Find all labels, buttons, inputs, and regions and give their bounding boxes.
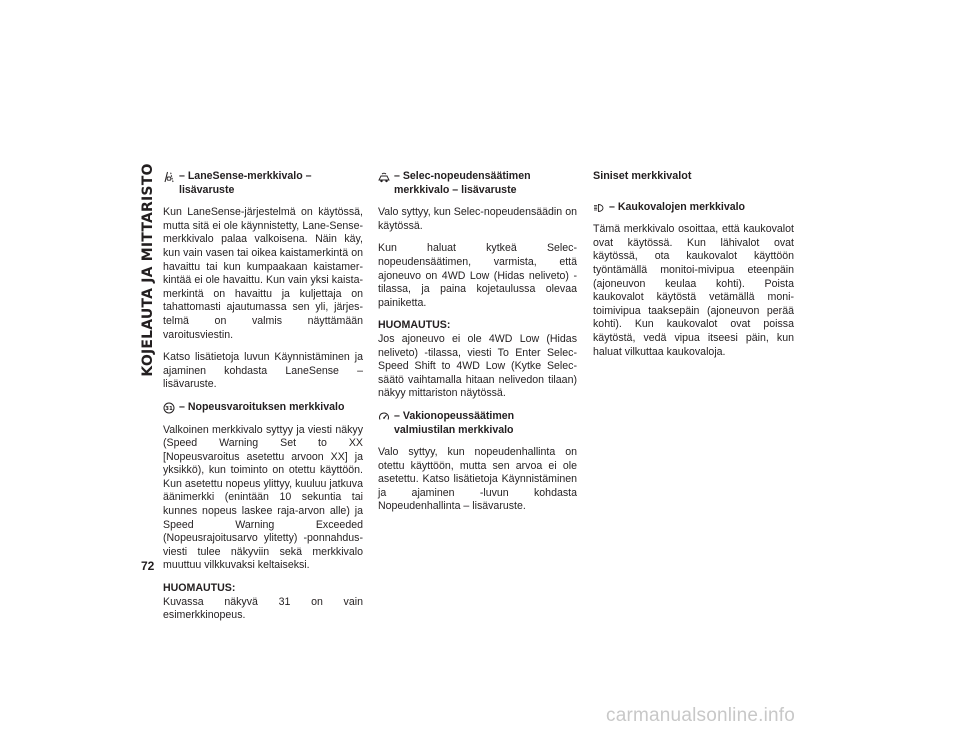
column-3 (593, 170, 794, 368)
cruise-ready-paragraph-1: Valo syttyy, kun nopeudenhallinta on otettu käyttöön, mutta sen arvoa ei ole asetettu. Katso lisätietoja Käynnistäminen ja ajaminen -luvun kohdasta Nopeudenhallinta – lisävaruste. (378, 446, 577, 513)
selec-speed-heading (378, 170, 577, 197)
selec-speed-note-text: Jos ajoneuvo ei ole 4WD Low (Hidas neliveto) -tilassa, viesti To Enter Selec-Speed Shift to 4WD Low (Kytke Selec-säätö vaihtamalla hitaan nelivedon tilaan) näkyy mittariston näytössä. (378, 332, 577, 400)
lanesense-heading-text: – LaneSense-merkkivalo – lisävaruste (179, 170, 312, 196)
lanesense-heading (163, 170, 363, 197)
selec-speed-heading-text: – Selec-nopeudensäätimen merkkivalo – lisävaruste (394, 170, 531, 196)
chapter-side-title-text: KOJELAUTA JA MITTARISTO (140, 163, 156, 377)
selec-speed-note-label: HUOMAUTUS: (378, 319, 451, 332)
column-2 (378, 170, 577, 523)
section-title-blue-indicators (593, 170, 794, 184)
svg-text:31: 31 (165, 406, 173, 413)
selec-speed-paragraph-2: Kun haluat kytkeä Selec-nopeudensäätimen, varmista, että ajoneuvo on 4WD Low (Hidas neliveto) -tilassa, ja paina kojetaulussa olevaa painiketta. (378, 242, 577, 309)
high-beam-heading (593, 201, 794, 215)
cruise-ready-heading (378, 410, 577, 437)
speed-warning-heading-text: – Nopeusvaroituksen merkkivalo (179, 400, 345, 413)
speed-warning-paragraph-1: Valkoinen merkkivalo syttyy ja viesti näkyy (Speed Warning Set to XX [Nopeusvaroitus asetettu arvoon XX] ja yksikkö), kun toiminto on otettu käyttöön. Kun asetettu nopeus ylittyy, kuuluu jatkuva äänimerkki (enintään 10 sekuntia tai kunnes nopeus laskee raja-arvon alle) ja Speed Warning Exceeded (Nopeusrajoitusarvo ylitetty) -ponnahdus-viesti tulee näkyviin sekä merkkivalo muuttuu vilkkuvaksi keltaiseksi. (163, 423, 363, 572)
lanesense-paragraph-2: Katso lisätietoja luvun Käynnistäminen ja ajaminen kohdasta LaneSense – lisävaruste. (163, 351, 363, 391)
speed-warning-icon (163, 402, 175, 414)
chapter-side-title (137, 160, 159, 380)
selec-speed-paragraph-1: Valo syttyy, kun Selec-nopeudensäädin on käytössä. (378, 206, 577, 232)
page-number: 72 (141, 559, 155, 573)
section-title-text: Siniset merkkivalot (593, 170, 692, 182)
cruise-control-icon (378, 411, 390, 423)
speed-warning-note-text: Kuvassa näkyvä 31 on vain esimerkkinopeus. (163, 595, 363, 622)
high-beam-heading-text: – Kaukovalojen merkkivalo (609, 200, 746, 213)
lanesense-icon (163, 171, 175, 183)
watermark: carmanualsonline.info (606, 705, 796, 726)
speed-warning-note-label: HUOMAUTUS: (163, 582, 236, 595)
speed-warning-heading (163, 401, 363, 415)
cruise-ready-heading-text: – Vakionopeussäätimen valmiustilan merkkivalo (394, 409, 515, 436)
column-1 (163, 170, 363, 632)
high-beam-paragraph-1: Tämä merkkivalo osoittaa, että kaukovalot ovat käytössä. Kun lähivalot ovat käytössä, ota kaukovalot käyttöön työntämällä monitoi-mivipua eteenpäin (ajoneuvon keulaa kohti). Poista kaukovalot käytöstä vetämällä moni-toimivipua taaksepäin (ajoneuvon perää kohti). Kun kaukovalot ovat poissa käytöstä, vedä vipua itseesi päin, kun haluat vilkuttaa kaukovaloja. (593, 223, 794, 358)
selec-speed-icon (378, 171, 390, 183)
lanesense-paragraph-1: Kun LaneSense-järjestelmä on käytössä, mutta sitä ei ole käynnistetty, Lane-Sense-merkkivalo palaa valkoisena. Näin käy, kun vain vasen tai oikea kaistamerkintä on havaittu tai kun kumpaakaan kaistamer-kintää ei ole havaittu. Kun vain yksi kaista-merkintä on havaittu ja kuljettaja on tahattomasti ajautumassa sen yli, järjes-telmä on valmis näyttämään varoitusviestin. (163, 206, 363, 341)
high-beam-icon (593, 202, 605, 214)
